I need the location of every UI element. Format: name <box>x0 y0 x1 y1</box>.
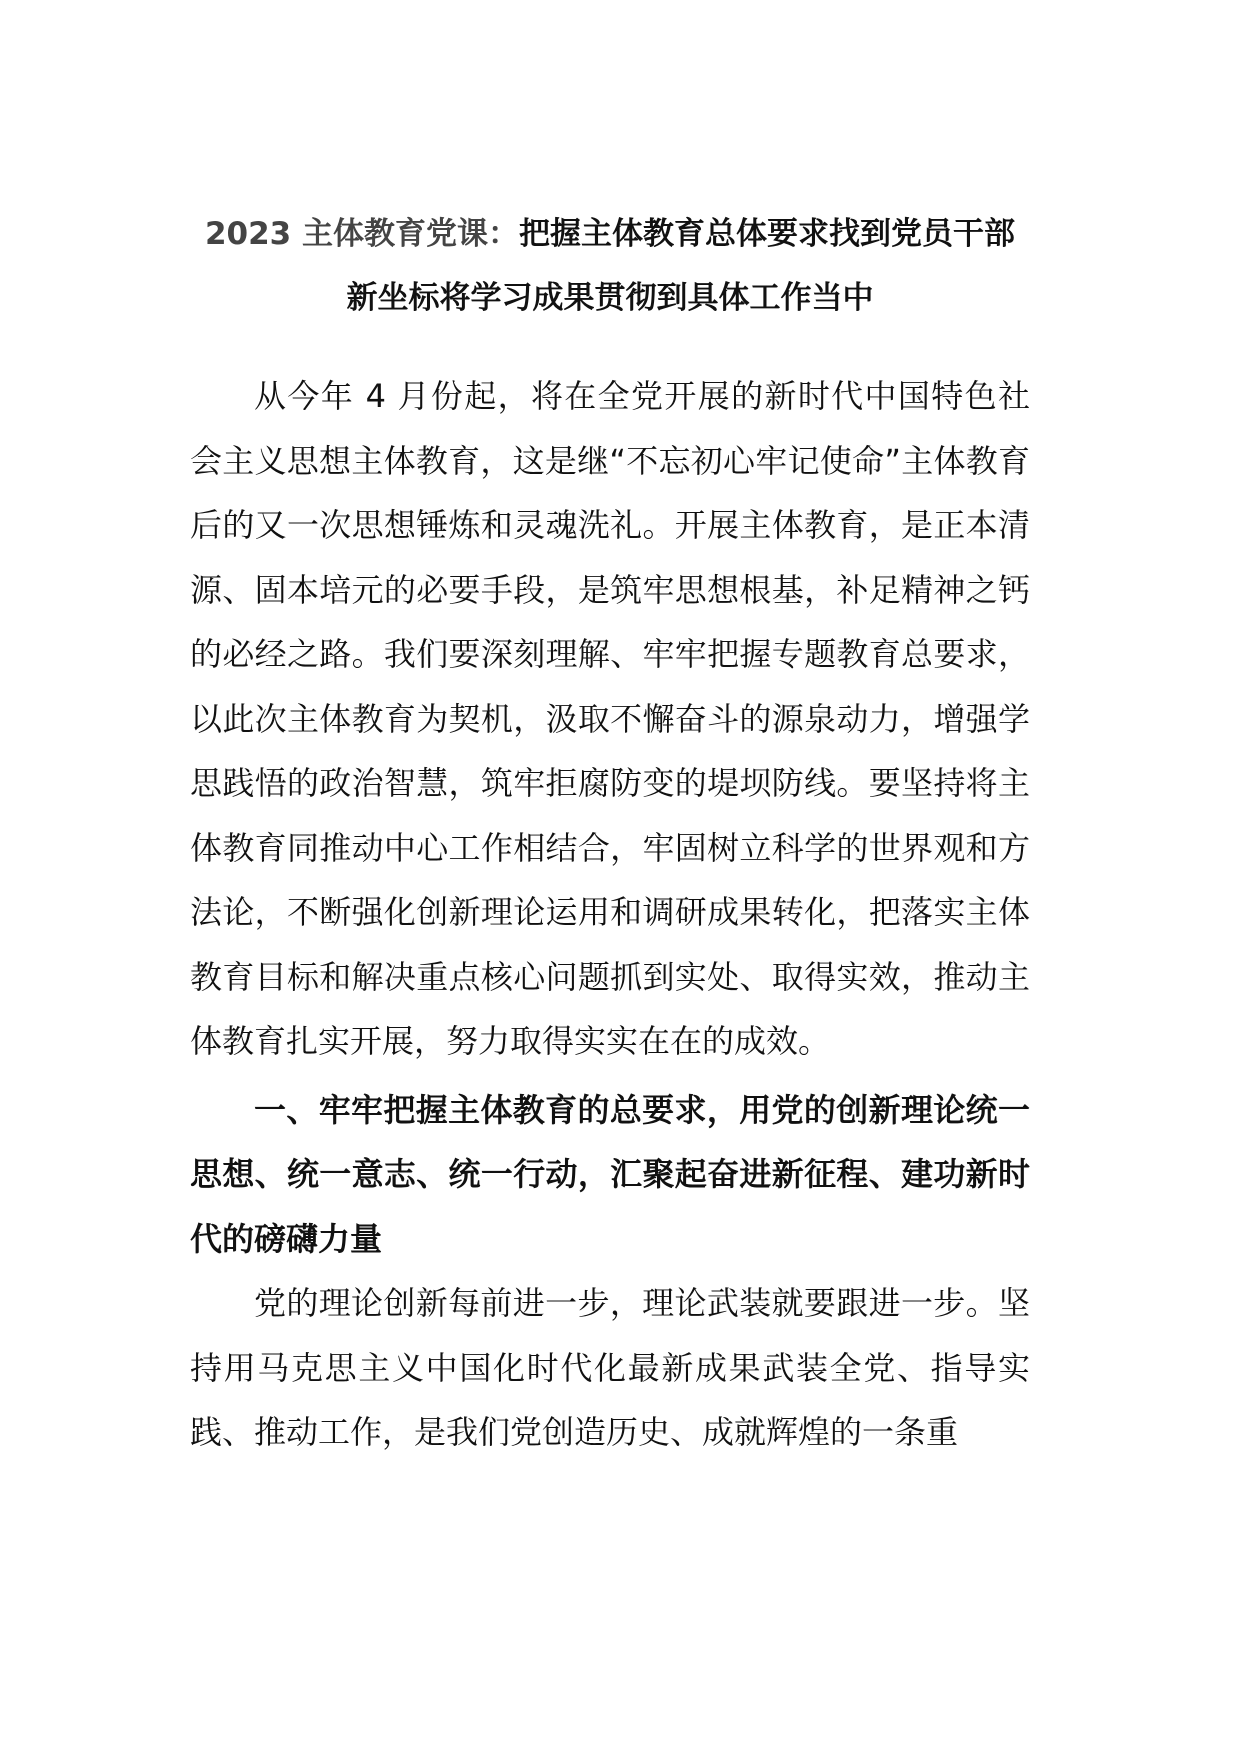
document-title-main: 把握主体教育总体要求找到党员干部新坐标将学习成果贯彻到具体工作当中 <box>346 216 1016 316</box>
document-body <box>190 202 1030 1465</box>
document-title-prefix: 2023 主体教育党课： <box>204 216 520 252</box>
document-title <box>190 202 1030 330</box>
intro-paragraph: 从今年 4 月份起，将在全党开展的新时代中国特色社会主义思想主体教育，这是继“不忘初心牢记使命”主体教育后的又一次思想锤炼和灵魂洗礼。开展主体教育，是正本清源、固本培元的必要手段，是筑牢思想根基，补足精神之钙的必经之路。我们要深刻理解、牢牢把握专题教育总要求，以此次主体教育为契机，汲取不懈奋斗的源泉动力，增强学思践悟的政治智慧，筑牢拒腐防变的堤坝防线。要坚持将主体教育同推动中心工作相结合，牢固树立科学的世界观和方法论，不断强化创新理论运用和调研成果转化，把落实主体教育目标和解决重点核心问题抓到实处、取得实效，推动主体教育扎实开展，努力取得实实在在的成效。 <box>190 377 1030 1060</box>
section-1-paragraph: 党的理论创新每前进一步，理论武装就要跟进一步。坚持用马克思主义中国化时代化最新成果武装全党、指导实践、推动工作，是我们党创造历史、成就辉煌的一条重 <box>190 1284 1030 1451</box>
section-heading-1: 一、牢牢把握主体教育的总要求，用党的创新理论统一思想、统一意志、统一行动，汇聚起奋进新征程、建功新时代的磅礴力量 <box>190 1090 1030 1258</box>
